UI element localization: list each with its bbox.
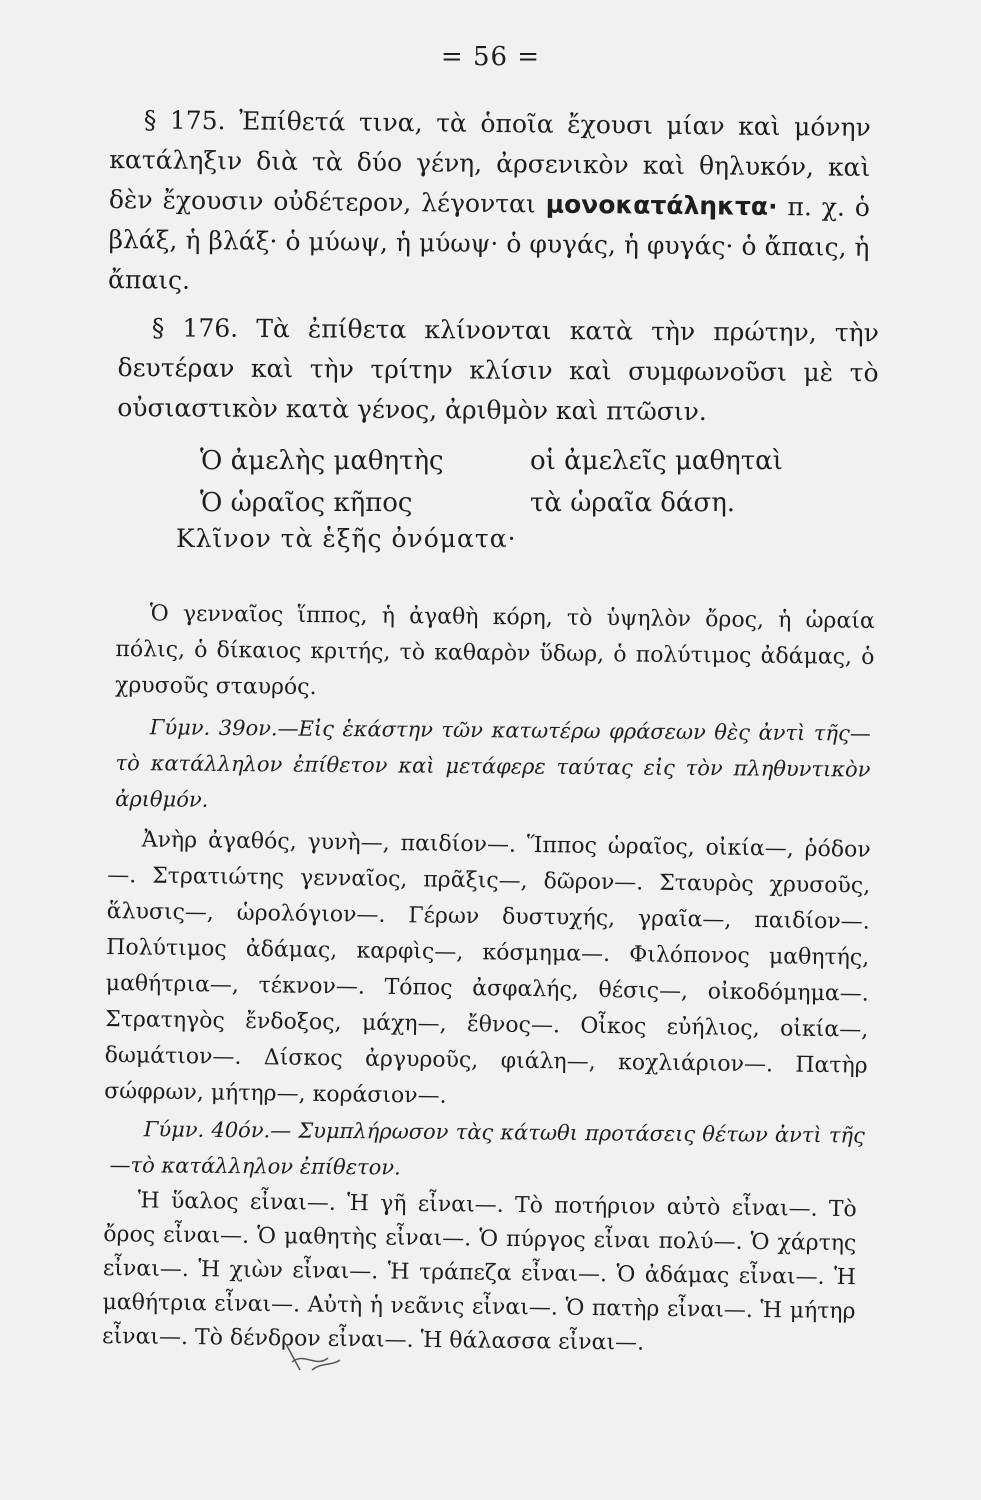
decline-heading: Κλῖνον τὰ ἑξῆς ὀνόματα· (176, 524, 517, 553)
adjective-examples (200, 440, 831, 524)
exercise-40-instructions: Γύμν. 40όν.— Συμπλήρωσον τὰς κάτωθι προτάσεις θέτων ἀντὶ τῆς—τὸ κατάλληλον ἐπίθετον. (109, 1117, 865, 1180)
section-175-examples: π. χ. ὁ βλάξ, ἡ βλάξ· ὁ μύωψ, ἡ μύωψ· ὁ φυγάς, ἡ φυγάς· ὁ ἄπαις, ἡ ἄπαις. (107, 191, 871, 295)
exercise-40-drill: Ἡ ὕαλος εἶναι—. Ἡ γῆ εἶναι—. Τὸ ποτήριον αὐτὸ εἶναι—. Τὸ ὄρος εἶναι—. Ὁ μαθητὴς εἶναι—. Ὁ πύργος εἶναι πολύ—. Ὁ χάρτης εἶναι—. Ἡ χιὼν εἶναι—. Ἡ τράπεζα εἶναι—. Ὁ ἀδάμας εἶναι—. Ἡ μαθήτρια εἶναι—. Αὐτὴ ἡ νεᾶνις εἶναι—. Ὁ πατὴρ εἶναι—. Ἡ μήτηρ εἶναι—. Τὸ δένδρον εἶναι—. Ἡ θάλασσα εἶναι—. (101, 1188, 857, 1356)
section-175-term: μονοκατάληκτα· (545, 189, 778, 221)
example-row (200, 440, 831, 482)
example-singular: Ὁ ἀμελὴς μαθητὴς (200, 446, 444, 476)
exercise-39-drill: Ἀνὴρ ἀγαθός, γυνὴ—, παιδίον—. Ἵππος ὡραῖος, οἰκία—, ῥόδον—. Στρατιώτης γενναῖος, πρᾶξις—, δῶρον—. Σταυρὸς χρυσοῦς, ἅλυσις—, ὡρολόγιον—. Γέρων δυστυχής, γραῖα—, παιδίον—. Πολύτιμος ἀδάμας, καρφὶς—, κόσμημα—. Φιλόπονος μαθητής, μαθήτρια—, τέκνον—. Τόπος ἀσφαλής, θέσις—, οἰκοδόμημα—. Στρατηγὸς ἔνδοξος, μάχη—, ἔθνος—. Οἶκος εὐήλιος, οἰκία—, δωμάτιον—. Δίσκος ἀργυροῦς, φιάλη—, κοχλιάριον—. Πατὴρ σώφρων, μήτηρ—, κοράσιον—. (104, 827, 871, 1109)
example-plural: οἱ ἀμελεῖς μαθηταὶ (530, 446, 783, 476)
example-plural: τὰ ὡραῖα δάση. (530, 488, 736, 518)
decline-list: Ὁ γενναῖος ἵππος, ἡ ἀγαθὴ κόρη, τὸ ὑψηλὸν ὄρος, ἡ ὡραία πόλις, ὁ δίκαιος κριτής, τὸ καθαρὸν ὕδωρ, ὁ πολύτιμος ἀδάμας, ὁ χρυσοῦς σταυρός. (114, 601, 875, 701)
pencil-mark-icon (282, 1340, 344, 1380)
section-176-paragraph: § 176. Τὰ ἐπίθετα κλίνονται κατὰ τὴν πρώτην, τὴν δευτέραν καὶ τὴν τρίτην κλίσιν καὶ συμφωνοῦσι μὲ τὸ οὐσιαστικὸν κατὰ γένος, ἀριθμὸν καὶ πτῶσιν. (117, 313, 879, 427)
page-number: = 56 = (440, 42, 541, 72)
section-175-paragraph (108, 100, 871, 308)
example-singular: Ὁ ὡραῖος κῆπος (200, 488, 413, 518)
section-175-text: § 175. Ἐπίθετά τινα, τὰ ὁποῖα ἔχουσι μίαν καὶ μόνην κατάληξιν διὰ τὰ δύο γένη, ἀρσενικὸν καὶ θηλυκόν, καὶ δὲν ἔχουσιν οὐδέτερον, λέγονται (108, 105, 871, 219)
exercise-39-instructions: Γύμν. 39ον.—Εἰς ἑκάστην τῶν κατωτέρω φράσεων θὲς ἀντὶ τῆς—τὸ κατάλληλον ἐπίθετον καὶ μετάφερε ταύτας εἰς τὸν πληθυντικὸν ἀριθμόν. (115, 715, 871, 812)
example-row (200, 482, 831, 524)
